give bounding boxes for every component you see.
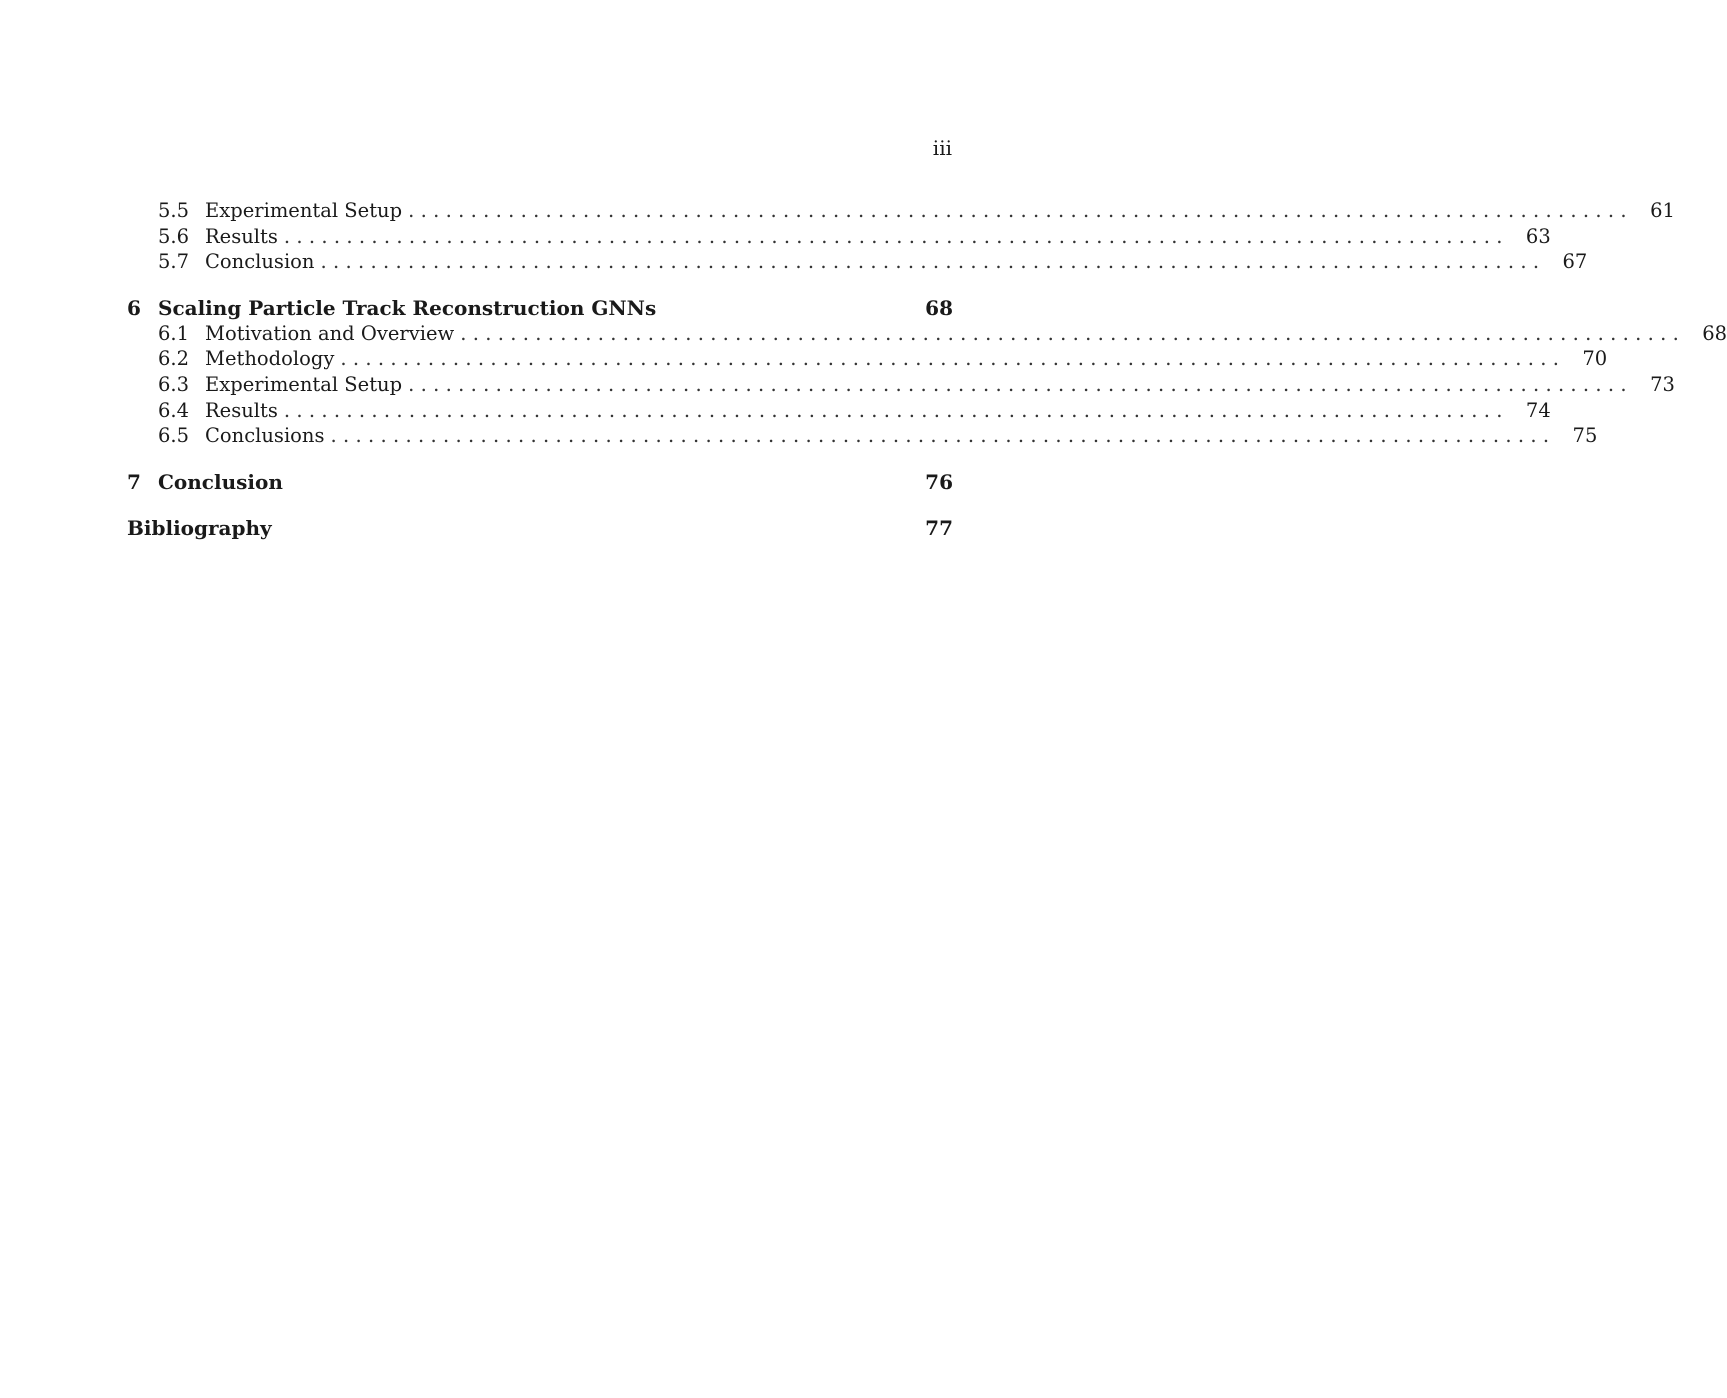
toc-entry-6-5[interactable] — [127, 423, 1598, 449]
section-number: 6.2 — [158, 347, 190, 371]
section-number: 6.5 — [158, 424, 190, 448]
toc-entry-5-7[interactable] — [127, 249, 1588, 275]
section-title: Conclusions — [205, 424, 325, 448]
toc-chapter-7[interactable] — [127, 469, 953, 495]
page-ref: 70 — [1582, 347, 1608, 371]
dot-leader: .................................................................................................. — [408, 372, 1633, 396]
page-ref: 73 — [1650, 372, 1675, 396]
toc-entry-5-5[interactable] — [127, 198, 1675, 224]
toc-entry-5-6[interactable] — [127, 224, 1551, 250]
section-title: Conclusion — [205, 250, 315, 274]
dot-leader: .................................................................................................. — [283, 398, 1509, 422]
bibliography-title: Bibliography — [127, 515, 272, 540]
section-title: Methodology — [205, 347, 335, 371]
toc-chapter-6[interactable] — [127, 295, 953, 321]
chapter-title: Scaling Particle Track Reconstruction GNNs — [158, 295, 657, 320]
table-of-contents — [127, 198, 1727, 541]
toc-entry-6-1[interactable] — [127, 321, 1727, 347]
page-ref: 63 — [1525, 224, 1551, 248]
page-ref: 75 — [1572, 424, 1598, 448]
section-number: 6.1 — [158, 321, 190, 345]
section-title: Motivation and Overview — [205, 321, 455, 345]
section-number: 5.7 — [158, 250, 190, 274]
toc-entry-6-3[interactable] — [127, 372, 1675, 398]
page-number: iii — [932, 136, 952, 160]
toc-entry-6-4[interactable] — [127, 398, 1551, 424]
dot-leader: .................................................................................................. — [340, 347, 1566, 371]
chapter-title: Conclusion — [158, 469, 283, 494]
page-ref: 68 — [1702, 321, 1727, 345]
section-title: Experimental Setup — [205, 372, 403, 396]
toc-entry-6-2[interactable] — [127, 346, 1608, 372]
section-number: 5.6 — [158, 224, 190, 248]
page-ref: 68 — [925, 295, 953, 320]
dot-leader: .................................................................................................. — [408, 199, 1633, 222]
chapter-number: 6 — [127, 295, 141, 320]
page-ref: 76 — [925, 469, 953, 494]
page-ref: 74 — [1525, 398, 1551, 422]
page-ref: 61 — [1650, 199, 1675, 222]
toc-bibliography[interactable] — [127, 515, 953, 541]
dot-leader: .................................................................................................. — [330, 424, 1556, 448]
section-number: 5.5 — [158, 199, 190, 222]
section-title: Experimental Setup — [205, 199, 403, 222]
chapter-number: 7 — [127, 469, 141, 494]
dot-leader: .................................................................................................. — [320, 250, 1546, 274]
section-number: 6.4 — [158, 398, 190, 422]
section-title: Results — [205, 398, 278, 422]
section-number: 6.3 — [158, 372, 190, 396]
section-title: Results — [205, 224, 278, 248]
page-ref: 67 — [1562, 250, 1588, 274]
page-ref: 77 — [925, 515, 953, 540]
dot-leader: .................................................................................................. — [283, 224, 1509, 248]
dot-leader: .................................................................................................. — [460, 321, 1686, 345]
